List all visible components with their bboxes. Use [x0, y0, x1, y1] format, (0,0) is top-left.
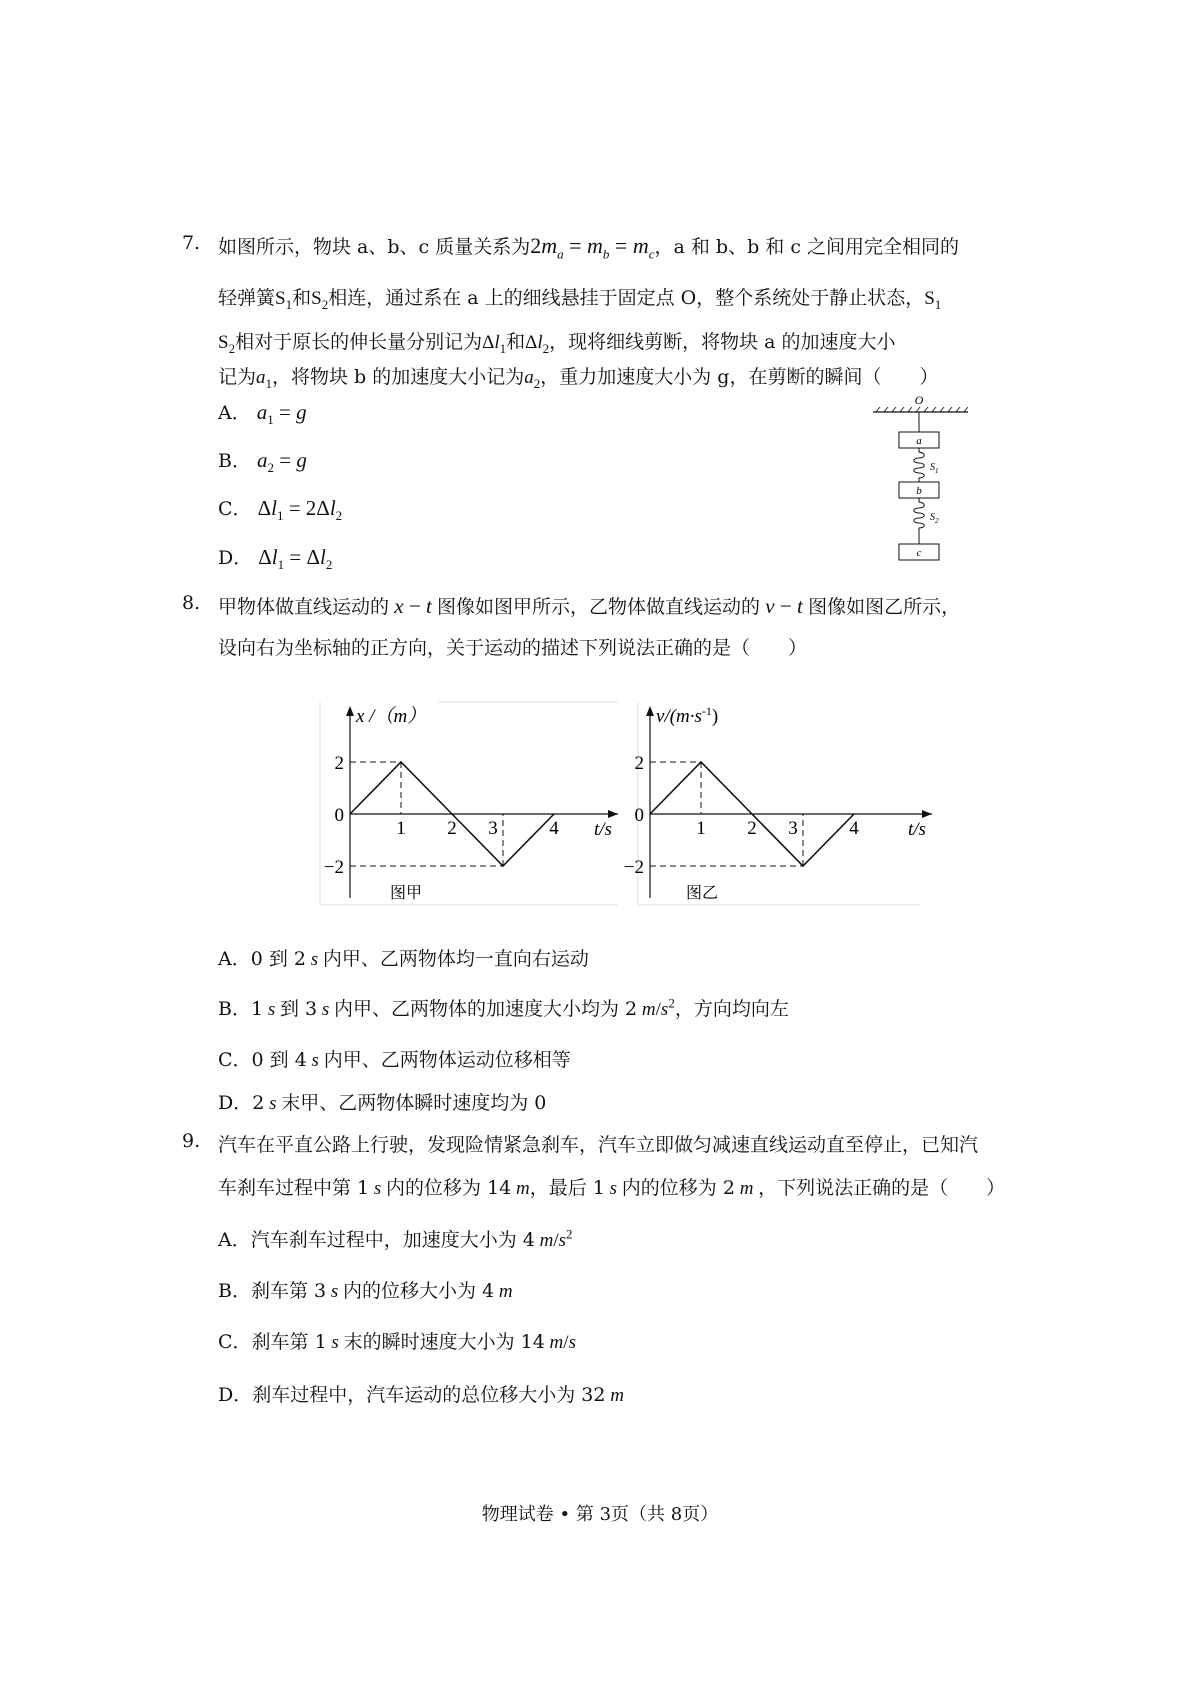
- q9-number: 9.: [182, 1130, 201, 1152]
- q8-option-c: C．0 到 4 s 内甲、乙两物体运动位移相等: [218, 1049, 571, 1071]
- q9-option-c: C．刹车第 1 s 末的瞬时速度大小为 14 m/s: [218, 1331, 576, 1353]
- q7-line-2: 轻弹簧$S_1$和$S_2$相连，通过系在 a 上的细线悬挂于固定点 O，整个系统处于静止状态，$S_1$: [218, 287, 942, 312]
- q7-line-3: $S_2$相对于原长的伸长量分别记为$\Delta l_1$和$\Delta l_2$，现将细线剪断，将物块 a 的加速度大小: [218, 331, 896, 356]
- x-axis-label: t/s: [908, 819, 926, 840]
- caption: 图乙: [686, 885, 719, 902]
- x-tick-4: 4: [849, 818, 859, 839]
- caption: 图甲: [390, 885, 423, 902]
- q9-option-b: B．刹车第 3 s 内的位移大小为 4 m: [218, 1280, 513, 1302]
- y-axis-label: x /（m）: [356, 706, 427, 727]
- q7-line-1: 如图所示，物块 a、b、c 质量关系为$2m_a = m_b = m_c$，a 和 b、b 和 c 之间用完全相同的: [218, 233, 960, 262]
- x-tick-4: 4: [549, 818, 559, 839]
- spring-s2: [914, 498, 925, 544]
- x-tick-1: 1: [696, 818, 706, 839]
- q7-option-d: D． $\Delta l_1 = \Delta l_2$: [218, 545, 333, 573]
- svg-text:b: b: [916, 485, 922, 497]
- x-tick-2: 2: [747, 818, 757, 839]
- x-tick-3: 3: [488, 818, 498, 839]
- chart-jia: [318, 700, 628, 910]
- x-tick-3: 3: [788, 818, 798, 839]
- q9-line-1: 汽车在平直公路上行驶，发现险情紧急刹车，汽车立即做匀减速直线运动直至停止，已知汽: [218, 1134, 979, 1156]
- svg-text:c: c: [916, 547, 922, 559]
- svg-text:a: a: [916, 435, 922, 447]
- y-tick-1: 0: [334, 805, 344, 826]
- spring-block-figure: [868, 392, 978, 572]
- page-footer: 物理试卷 • 第 3页（共 8页）: [481, 1504, 719, 1525]
- q9-option-d: D．刹车过程中，汽车运动的总位移大小为 32 m: [218, 1384, 624, 1406]
- q7-option-a: A． $a_1 = g$: [218, 400, 307, 428]
- x-tick-2: 2: [447, 818, 457, 839]
- y-tick-1: 0: [634, 805, 644, 826]
- q8-option-a: A．0 到 2 s 内甲、乙两物体均一直向右运动: [218, 948, 589, 970]
- q7-option-b: B． $a_2 = g$: [218, 448, 307, 476]
- x-tick-1: 1: [396, 818, 406, 839]
- q8-option-d: D．2 s 末甲、乙两物体瞬时速度均为 0: [218, 1092, 547, 1114]
- point-o-label: O: [914, 393, 924, 407]
- q9-option-a: A．汽车刹车过程中，加速度大小为 4 $m/s^2$: [218, 1226, 573, 1251]
- y-tick-0: 2: [634, 753, 644, 774]
- y-tick-0: 2: [334, 753, 344, 774]
- q8-line-2: 设向右为坐标轴的正方向，关于运动的描述下列说法正确的是（ ）: [218, 637, 808, 659]
- q8-number: 8.: [182, 592, 201, 614]
- y-axis-label: $v/(m\cdot s^{-1})$: [656, 704, 719, 727]
- q8-option-b: B．1 s 到 3 s 内甲、乙两物体的加速度大小均为 2 $m/s^2$，方向均向左: [218, 995, 789, 1020]
- chart-yi: [620, 700, 940, 910]
- q7-number: 7.: [182, 232, 201, 254]
- y-tick-2: −2: [623, 857, 644, 878]
- spring-s1: [914, 448, 925, 482]
- x-axis-label: t/s: [594, 819, 612, 840]
- q7-line-4: 记为$a_1$，将物块 b 的加速度大小记为$a_2$，重力加速度大小为 g，在剪断的瞬间（ ）: [218, 366, 939, 391]
- svg-text:S2: $S_2$: [930, 512, 939, 525]
- q8-line-1: 甲物体做直线运动的 x − t 图像如图甲所示，乙物体做直线运动的 v − t 图像如图乙所示，: [218, 594, 961, 618]
- svg-text:S1: $S_1$: [930, 462, 939, 475]
- y-tick-2: −2: [323, 857, 344, 878]
- q7-option-c: C． $\Delta l_1 = 2\Delta l_2$: [218, 496, 343, 524]
- q9-line-2: 车刹车过程中第 1 s 内的位移为 14 m，最后 1 s 内的位移为 2 m ，下列说法正确的是（ ）: [218, 1177, 1006, 1199]
